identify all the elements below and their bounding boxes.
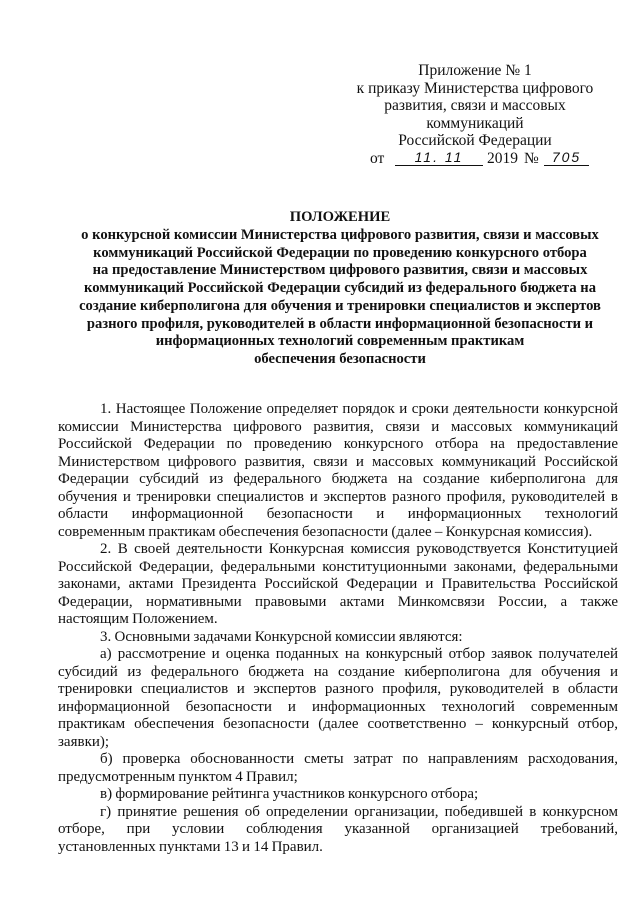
appendix-line: коммуникаций [426,114,524,132]
paragraph-line: предусмотренным пунктом 4 Правил; [58,768,298,785]
paragraph-line: 1. Настоящее Положение определяет порядок и сроки деятельности конкурсной [100,401,618,417]
paragraph [58,804,618,857]
paragraph [58,751,618,786]
title-heading: ПОЛОЖЕНИЕ [289,209,391,225]
paragraph-line: комиссии Министерства цифрового развития, связи и массовых коммуникаций [58,418,618,435]
title-line: коммуникаций Российской Федерации субсидий из федерального бюджета на [83,280,597,296]
paragraph [58,786,618,804]
paragraph-line: тренировки специалистов и экспертов разного профиля, руководителей в области [58,681,618,697]
paragraph-line: 2. В своей деятельности Конкурсная комиссия руководствуется Конституцией [100,541,618,557]
handwritten-number: 705 [544,150,589,166]
date-prefix: от [370,149,385,167]
title-line: информационных технологий современным практикам [155,333,525,350]
paragraph-line: Министерством цифрового развития, связи и массовых коммуникаций Российской [58,453,618,470]
title-line: о конкурсной комиссии Министерства цифрового развития, связи и массовых [81,226,599,243]
appendix-header [330,62,620,168]
paragraph-line: установленных пунктами 13 и 14 Правил. [58,838,323,855]
paragraph-line: практикам обеспечения безопасности (далее соответственно – конкурсный отбор, [58,716,618,732]
title-lines [30,227,640,369]
paragraph-line: настоящим Положением. [58,611,218,627]
appendix-line: Российской Федерации [398,132,552,150]
order-date-line [330,150,620,168]
title-line: обеспечения безопасности [254,351,426,367]
paragraph-line: законами, актами Президента Российской Федерации и Правительства Российской [58,576,618,592]
document-title [30,209,640,369]
paragraph [58,401,618,541]
paragraph-line: Российской Федерации, федеральными конституционными законами, федеральными [58,558,618,575]
paragraph-line: информационной безопасности и информационных технологий современным [58,698,618,715]
paragraph-line: Федерации, нормативными правовыми актами Минкомсвязи России, а также [58,593,618,610]
paragraph-line: Федерации субсидий из федерального бюджета на создание киберполигона для [58,471,618,487]
title-line: коммуникаций Российской Федерации по проведению конкурсного отбора [93,244,587,261]
paragraph-line: б) проверка обоснованности сметы затрат по направлениям расходования, [100,751,618,767]
handwritten-date: 11. 11 [395,150,483,166]
title-line: разного профиля, руководителей в области информационной безопасности и [86,315,594,332]
order-year: 2019 [487,149,518,167]
paragraph-line: современным практикам обеспечения безопасности (далее – Конкурсная комиссия). [58,523,593,540]
paragraph-line: Российской Федерации по проведению конкурсного отбора на предоставление [58,436,618,452]
paragraph-line: г) принятие решения об определении организации, победившей в конкурсном [100,803,618,820]
appendix-line: развития, связи и массовых [384,97,566,115]
appendix-line: к приказу Министерства цифрового [356,79,594,97]
paragraph [58,541,618,629]
paragraph-line: субсидий из федерального бюджета на создание киберполигона для обучения и [58,663,618,680]
title-line: создание киберполигона для обучения и тренировки специалистов и экспертов [79,297,601,314]
paragraph-line: области информационной безопасности и информационных технологий [58,506,618,522]
paragraph-line: обучения и тренировки специалистов и экспертов разного профиля, руководителей в [58,488,618,505]
paragraph-line: 3. Основными задачами Конкурсной комиссии являются: [100,628,463,645]
document-body [58,401,618,856]
appendix-line: Приложение № 1 [418,62,532,79]
paragraph [58,646,618,751]
paragraph [58,629,618,647]
paragraph-line: а) рассмотрение и оценка поданных на конкурсный отбор заявок получателей [100,646,618,662]
paragraph-line: в) формирование рейтинга участников конкурсного отбора; [100,786,479,802]
number-sign: № [524,149,539,167]
paragraph-line: отборе, при условии соблюдения указанной организацией требований, [58,821,618,837]
title-line: на предоставление Министерством цифрового развития, связи и массовых [92,262,588,279]
paragraph-line: заявки); [58,733,110,750]
